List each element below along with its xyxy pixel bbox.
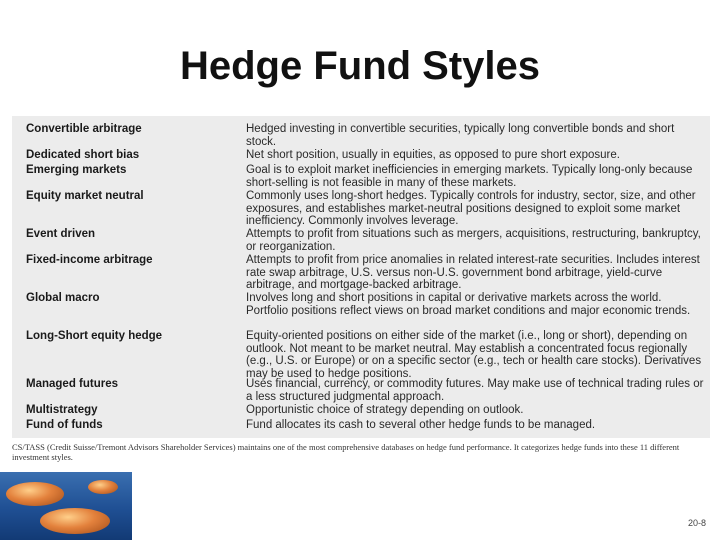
hedge-fund-styles-table <box>12 116 710 438</box>
style-description: Attempts to profit from situations such as mergers, acquisitions, restructuring, bankruptcy, or reorganization. <box>246 228 701 253</box>
page-number: 20-8 <box>687 518 706 528</box>
style-description: Equity-oriented positions on either side of the market (i.e., long or short), depending on outlook. Not meant to be market neutral. May establish a concentrated focus regionally (e.g., U.S. or Europe) or on a specific sector (e.g., tech or health care stocks). Derivatives may be used to hedge positions. <box>246 330 702 380</box>
slide-title: Hedge Fund Styles <box>179 44 541 88</box>
style-name: Global macro <box>26 292 100 304</box>
style-name: Fixed-income arbitrage <box>26 254 153 266</box>
style-description: Attempts to profit from price anomalies in related interest-rate securities. Includes interest rate swap arbitrage, U.S. versus non-U.S. government bond arbitrage, yield-curve arbitrage, and mortgage-backed arbitrage. <box>246 254 700 291</box>
style-name: Convertible arbitrage <box>26 123 142 135</box>
style-name: Fund of funds <box>26 419 103 431</box>
style-description: Goal is to exploit market inefficiencies in emerging markets. Typically long-only because short-selling is not feasible in many of these markets. <box>246 164 693 189</box>
style-name: Managed futures <box>26 378 119 390</box>
style-description: Involves long and short positions in capital or derivative markets across the world. Portfolio positions reflect views on broad market conditions and major economic trends. <box>246 292 691 317</box>
style-name: Emerging markets <box>26 164 127 176</box>
style-name: Long-Short equity hedge <box>26 330 163 342</box>
style-description: Commonly uses long-short hedges. Typically controls for industry, sector, size, and other exposures, and establishes market-neutral positions designed to exploit some market inefficiency. Commonly involves leverage. <box>246 190 696 227</box>
style-description: Net short position, usually in equities, as opposed to pure short exposure. <box>246 149 620 161</box>
style-name: Equity market neutral <box>26 190 144 202</box>
style-name: Event driven <box>26 228 96 240</box>
style-name: Multistrategy <box>26 404 98 416</box>
style-description: Opportunistic choice of strategy depending on outlook. <box>246 404 524 416</box>
style-name: Dedicated short bias <box>26 149 140 161</box>
style-description: Fund allocates its cash to several other hedge funds to be managed. <box>246 419 596 431</box>
style-description: Uses financial, currency, or commodity futures. May make use of technical trading rules or a less structured judgmental approach. <box>246 378 704 403</box>
source-footnote: CS/TASS (Credit Suisse/Tremont Advisors Shareholder Services) maintains one of the most comprehensive databases on hedge fund performance. It categorizes hedge funds into these 11 different investment styles. <box>12 442 680 462</box>
style-description: Hedged investing in convertible securities, typically long convertible bonds and short stock. <box>246 123 675 148</box>
decorative-stones-image <box>0 472 132 540</box>
